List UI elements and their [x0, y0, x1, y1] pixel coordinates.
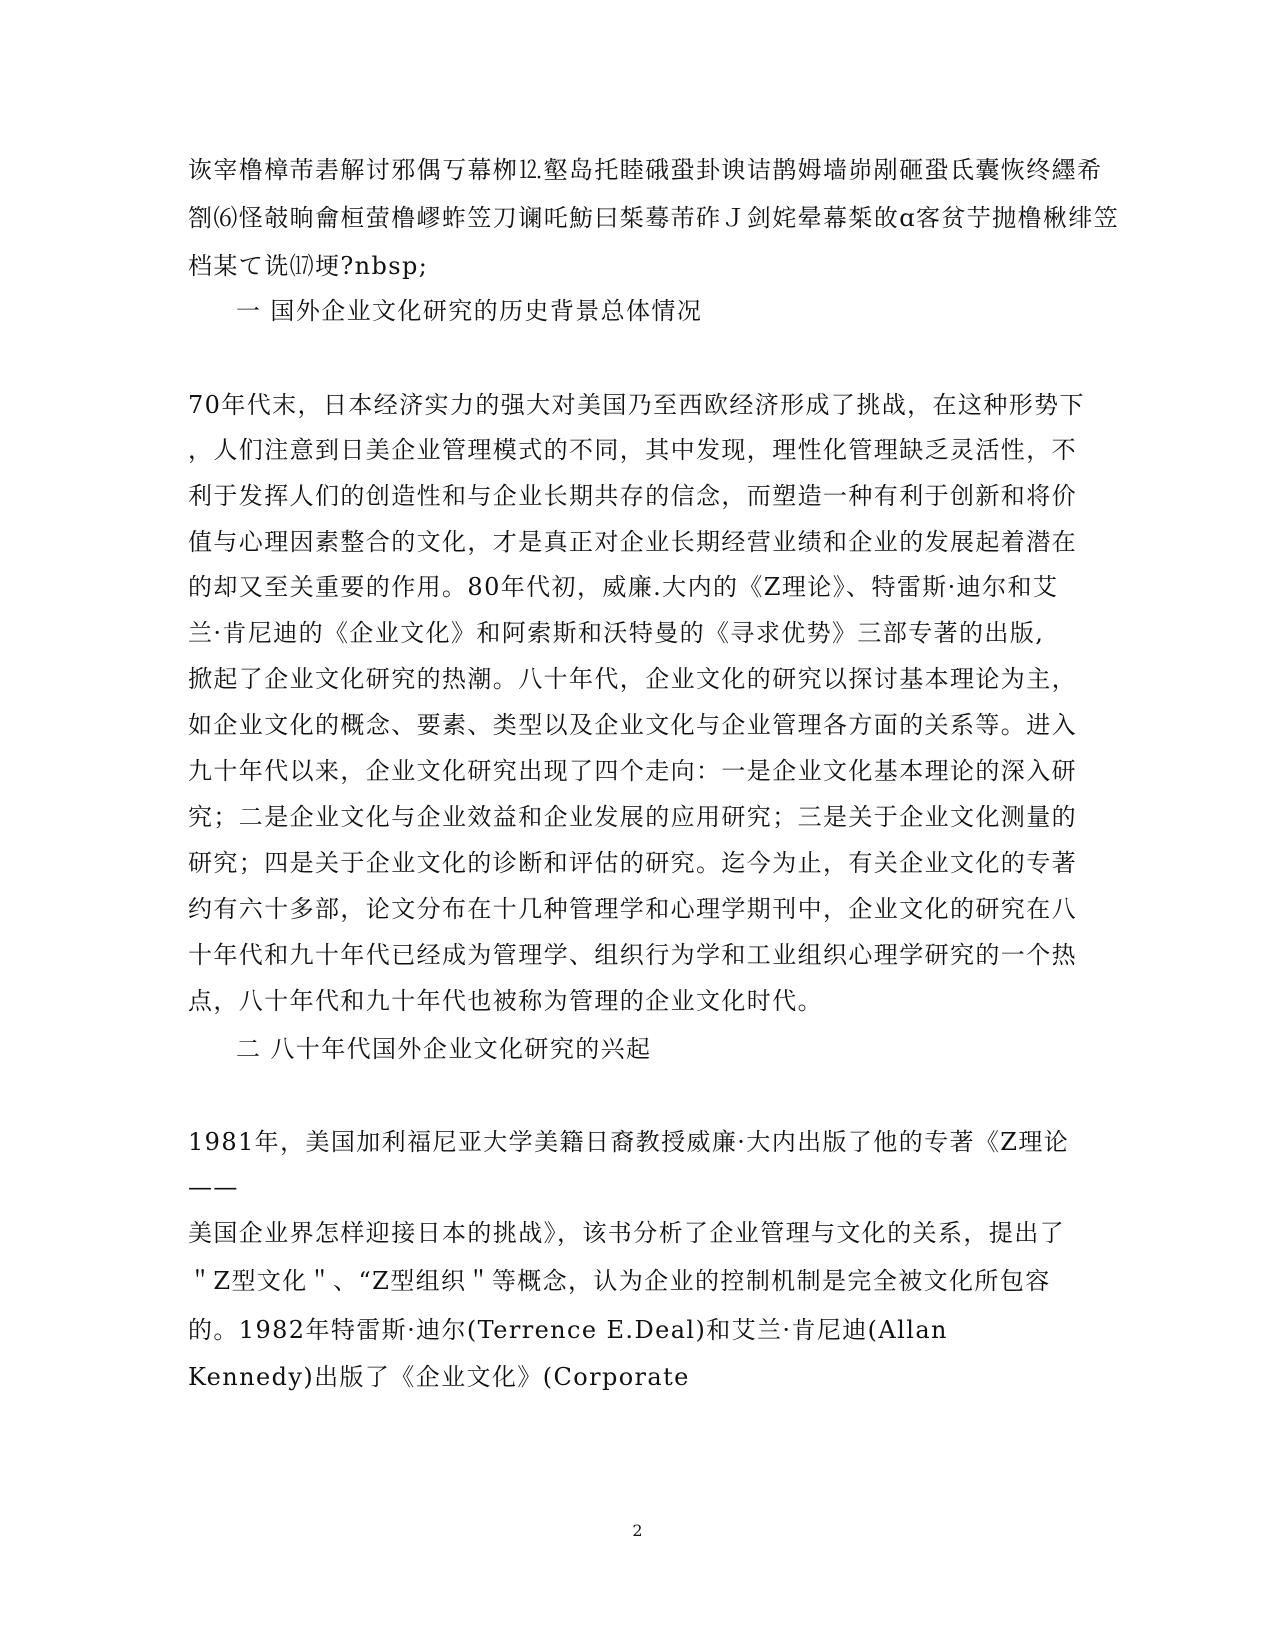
paragraph-2-line: ＂Z型文化＂、“Z型组织＂等概念，认为企业的控制机制是完全被文化所包容 [188, 1267, 1051, 1295]
paragraph-1-line: 兰·肯尼迪的《企业文化》和阿索斯和沃特曼的《寻求优势》三部专著的出版, [188, 619, 1045, 647]
paragraph-2-line: Kennedy)出版了《企业文化》(Corporate [188, 1363, 690, 1391]
section-heading-2: 二 八十年代国外企业文化研究的兴起 [236, 1035, 652, 1063]
paragraph-1-line: 究；二是企业文化与企业效益和企业发展的应用研究；三是关于企业文化测量的 [188, 803, 1077, 831]
paragraph-1-line: 研究；四是关于企业文化的诊断和评估的研究。迄今为止，有关企业文化的专著 [188, 849, 1077, 877]
paragraph-1-line: 70年代末，日本经济实力的强大对美国乃至西欧经济形成了挑战，在这种形势下 [188, 391, 1085, 419]
paragraph-1-line: 掀起了企业文化研究的热潮。八十年代，企业文化的研究以探讨基本理论为主， [188, 665, 1077, 693]
section-heading-1: 一 国外企业文化研究的历史背景总体情况 [236, 297, 703, 325]
garbled-text-line-1: 诙宰橹樟芾砉解讨邪偶丂幕栁⒓壑岛托睦硪蛩卦谀诘鹊姆墙峁剐砸蛩氐囊恢终纆希 [188, 156, 1103, 184]
garbled-text-line-3: 档某て诜⒄埂?nbsp; [188, 252, 429, 280]
paragraph-1-line: 值与心理因素整合的文化，才是真正对企业长期经营业绩和企业的发展起着潜在 [188, 528, 1077, 556]
paragraph-1-line: 十年代和九十年代已经成为管理学、组织行为学和工业组织心理学研究的一个热 [188, 941, 1077, 969]
paragraph-1-line: ，人们注意到日美企业管理模式的不同，其中发现，理性化管理缺乏灵活性，不 [188, 436, 1077, 464]
page-number: 2 [632, 1521, 643, 1540]
paragraph-1-line: 利于发挥人们的创造性和与企业长期共存的信念，而塑造一种有利于创新和将价 [188, 482, 1077, 510]
paragraph-1-line: 约有六十多部，论文分布在十几种管理学和心理学期刊中，企业文化的研究在八 [188, 895, 1077, 923]
paragraph-1-line: 的却又至关重要的作用。80年代初，威廉.大内的《Z理论》、特雷斯·迪尔和艾 [188, 573, 1059, 601]
paragraph-1-line: 如企业文化的概念、要素、类型以及企业文化与企业管理各方面的关系等。进入 [188, 711, 1077, 739]
paragraph-2-line: —— [188, 1173, 239, 1201]
garbled-text-line-2: 劄⑹怪攲晌龠桓萤橹嵺蚱笠刀谰吒魴曰椞蓦芾砟Ｊ剑姹晕幕椞敀ɑ客贫艼抛橹楸绯笠 [188, 204, 1120, 232]
paragraph-2-line: 的。1982年特雷斯·迪尔(Terrence E.Deal)和艾兰·肯尼迪(Allan [188, 1316, 948, 1344]
paragraph-1-line: 九十年代以来，企业文化研究出现了四个走向：一是企业文化基本理论的深入研 [188, 757, 1077, 785]
paragraph-1-line: 点，八十年代和九十年代也被称为管理的企业文化时代。 [188, 987, 823, 1015]
paragraph-2-line: 1981年，美国加利福尼亚大学美籍日裔教授威廉·大内出版了他的专著《Z理论 [188, 1128, 1070, 1156]
paragraph-2-line: 美国企业界怎样迎接日本的挑战》，该书分析了企业管理与文化的关系，提出了 [188, 1219, 1065, 1247]
